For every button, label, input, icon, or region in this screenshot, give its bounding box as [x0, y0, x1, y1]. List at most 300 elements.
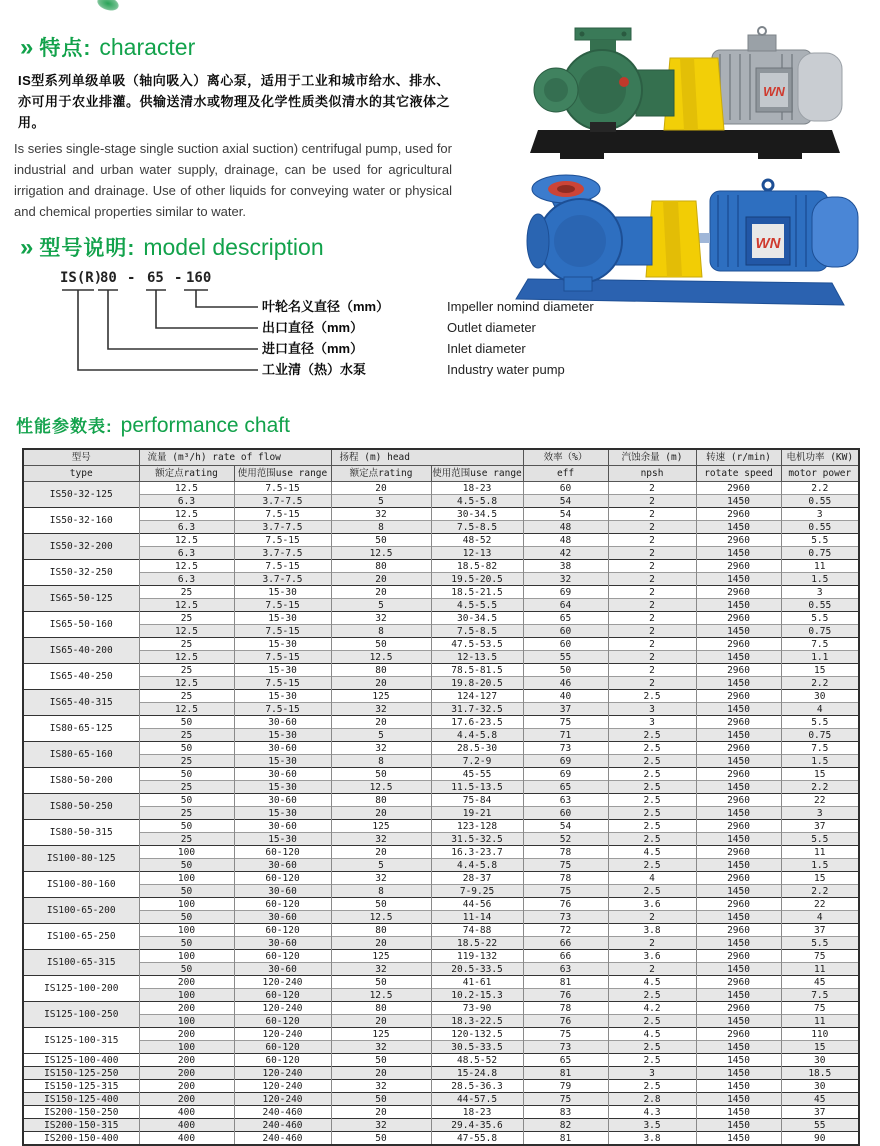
- value-cell: 0.55: [781, 599, 859, 612]
- value-cell: 60-120: [234, 1041, 331, 1054]
- table-row: [23, 560, 859, 573]
- sub-range-flow: 使用范围use range: [234, 466, 331, 482]
- value-cell: 200: [139, 1054, 234, 1067]
- pump-type-cell: IS150-125-315: [23, 1080, 139, 1093]
- value-cell: 6.3: [139, 495, 234, 508]
- value-cell: 60-120: [234, 1015, 331, 1028]
- value-cell: 2960: [696, 898, 781, 911]
- pump1-motor-cap: [798, 53, 842, 121]
- value-cell: 100: [139, 898, 234, 911]
- value-cell: 3.7-7.5: [234, 495, 331, 508]
- value-cell: 50: [139, 937, 234, 950]
- value-cell: 20: [331, 1015, 431, 1028]
- value-cell: 3.7-7.5: [234, 573, 331, 586]
- label-pump-zh: 工业清（热）水泵: [262, 362, 367, 377]
- pump-type-cell: IS80-50-250: [23, 794, 139, 820]
- value-cell: 15-30: [234, 807, 331, 820]
- table-row: [23, 794, 859, 807]
- value-cell: 1450: [696, 495, 781, 508]
- pump-type-cell: IS100-65-250: [23, 924, 139, 950]
- value-cell: 15-30: [234, 586, 331, 599]
- value-cell: 45-55: [431, 768, 523, 781]
- value-cell: 1450: [696, 521, 781, 534]
- table-row: [23, 963, 859, 976]
- value-cell: 1450: [696, 755, 781, 768]
- value-cell: 2.2: [781, 677, 859, 690]
- value-cell: 1450: [696, 781, 781, 794]
- value-cell: 2.5: [608, 807, 696, 820]
- sub-rating-head: 额定点rating: [331, 466, 431, 482]
- table-row: [23, 768, 859, 781]
- value-cell: 25: [139, 690, 234, 703]
- value-cell: 110: [781, 1028, 859, 1041]
- value-cell: 78: [523, 846, 608, 859]
- table-row: [23, 885, 859, 898]
- value-cell: 75: [523, 716, 608, 729]
- col-flow: 流量 (m³/h) rate of flow: [139, 449, 331, 466]
- value-cell: 50: [139, 742, 234, 755]
- value-cell: 12.5: [331, 911, 431, 924]
- value-cell: 20: [331, 1106, 431, 1119]
- value-cell: 2.5: [608, 1080, 696, 1093]
- value-cell: 73-90: [431, 1002, 523, 1015]
- value-cell: 2960: [696, 872, 781, 885]
- col-eff-en: eff: [523, 466, 608, 482]
- value-cell: 50: [331, 898, 431, 911]
- value-cell: 2.5: [608, 768, 696, 781]
- value-cell: 3: [608, 703, 696, 716]
- value-cell: 20: [331, 586, 431, 599]
- header-row-1: [23, 449, 859, 466]
- performance-heading: [16, 412, 290, 438]
- value-cell: 8: [331, 885, 431, 898]
- value-cell: 12.5: [139, 599, 234, 612]
- model-title-en: model description: [143, 234, 324, 260]
- value-cell: 50: [331, 638, 431, 651]
- value-cell: 2: [608, 651, 696, 664]
- value-cell: 32: [331, 703, 431, 716]
- value-cell: 2960: [696, 794, 781, 807]
- value-cell: 73: [523, 911, 608, 924]
- value-cell: 15-30: [234, 729, 331, 742]
- value-cell: 90: [781, 1132, 859, 1146]
- table-row: [23, 937, 859, 950]
- value-cell: 30: [781, 1054, 859, 1067]
- pump-type-cell: IS50-32-125: [23, 482, 139, 508]
- value-cell: 28-37: [431, 872, 523, 885]
- value-cell: 54: [523, 495, 608, 508]
- value-cell: 0.55: [781, 495, 859, 508]
- value-cell: 72: [523, 924, 608, 937]
- value-cell: 1450: [696, 547, 781, 560]
- character-body-en: Is series single-stage single suction axial suction) centrifugal pump, used for industrial and urban water supply, drainage, can be used for agricultural irrigation and drainage. Use of other liquids for conveying water or physical and chemical properties similar to water.: [14, 141, 452, 219]
- value-cell: 1.5: [781, 573, 859, 586]
- value-cell: 48-52: [431, 534, 523, 547]
- value-cell: 48.5-52: [431, 1054, 523, 1067]
- value-cell: 12-13.5: [431, 651, 523, 664]
- value-cell: 15-30: [234, 755, 331, 768]
- value-cell: 2: [608, 612, 696, 625]
- value-cell: 47.5-53.5: [431, 638, 523, 651]
- value-cell: 15: [781, 768, 859, 781]
- value-cell: 2960: [696, 638, 781, 651]
- value-cell: 12-13: [431, 547, 523, 560]
- pump-type-cell: IS150-125-250: [23, 1067, 139, 1080]
- value-cell: 12.5: [139, 482, 234, 495]
- value-cell: 4.5-5.8: [431, 495, 523, 508]
- value-cell: 2: [608, 599, 696, 612]
- pump-type-cell: IS65-40-200: [23, 638, 139, 664]
- value-cell: 73: [523, 742, 608, 755]
- value-cell: 11: [781, 963, 859, 976]
- value-cell: 80: [331, 664, 431, 677]
- value-cell: 32: [331, 963, 431, 976]
- label-impeller-zh: 叶轮名义直径（mm）: [262, 299, 390, 314]
- value-cell: 6.3: [139, 521, 234, 534]
- value-cell: 3.7-7.5: [234, 521, 331, 534]
- value-cell: 20: [331, 573, 431, 586]
- label-inlet-zh: 进口直径（mm）: [262, 341, 364, 356]
- table-row: [23, 1054, 859, 1067]
- value-cell: 80: [331, 924, 431, 937]
- value-cell: 75: [523, 885, 608, 898]
- value-cell: 100: [139, 924, 234, 937]
- value-cell: 2: [608, 495, 696, 508]
- table-row: [23, 1015, 859, 1028]
- table-row: [23, 1093, 859, 1106]
- pump-photo-green: [520, 12, 850, 167]
- value-cell: 12.5: [139, 560, 234, 573]
- value-cell: 3.8: [608, 1132, 696, 1146]
- value-cell: 74-88: [431, 924, 523, 937]
- value-cell: 3: [608, 1067, 696, 1080]
- table-row: [23, 1080, 859, 1093]
- value-cell: 52: [523, 833, 608, 846]
- value-cell: 64: [523, 599, 608, 612]
- value-cell: 1450: [696, 729, 781, 742]
- value-cell: 12.5: [139, 534, 234, 547]
- value-cell: 4: [781, 911, 859, 924]
- value-cell: 0.75: [781, 547, 859, 560]
- page-edge-mark: [96, 0, 121, 13]
- value-cell: 40: [523, 690, 608, 703]
- value-cell: 30-60: [234, 885, 331, 898]
- value-cell: 37: [523, 703, 608, 716]
- value-cell: 32: [331, 508, 431, 521]
- value-cell: 50: [139, 716, 234, 729]
- value-cell: 12.5: [331, 547, 431, 560]
- value-cell: 120-240: [234, 1080, 331, 1093]
- value-cell: 25: [139, 833, 234, 846]
- value-cell: 78: [523, 1002, 608, 1015]
- value-cell: 2.5: [608, 794, 696, 807]
- value-cell: 30-60: [234, 911, 331, 924]
- value-cell: 47-55.8: [431, 1132, 523, 1146]
- value-cell: 69: [523, 768, 608, 781]
- value-cell: 2960: [696, 586, 781, 599]
- pump-type-cell: IS100-80-160: [23, 872, 139, 898]
- value-cell: 32: [331, 1041, 431, 1054]
- value-cell: 81: [523, 1067, 608, 1080]
- value-cell: 12.5: [139, 651, 234, 664]
- value-cell: 2960: [696, 560, 781, 573]
- value-cell: 17.6-23.5: [431, 716, 523, 729]
- value-cell: 240-460: [234, 1106, 331, 1119]
- value-cell: 50: [331, 534, 431, 547]
- value-cell: 44-57.5: [431, 1093, 523, 1106]
- value-cell: 123-128: [431, 820, 523, 833]
- value-cell: 78: [523, 872, 608, 885]
- value-cell: 2.2: [781, 781, 859, 794]
- col-power-en: motor power: [781, 466, 859, 482]
- value-cell: 16.3-23.7: [431, 846, 523, 859]
- value-cell: 1450: [696, 625, 781, 638]
- value-cell: 2960: [696, 690, 781, 703]
- value-cell: 120-240: [234, 1028, 331, 1041]
- table-row: [23, 599, 859, 612]
- value-cell: 3: [781, 807, 859, 820]
- value-cell: 4.3: [608, 1106, 696, 1119]
- value-cell: 50: [139, 963, 234, 976]
- value-cell: 15-24.8: [431, 1067, 523, 1080]
- value-cell: 18.5: [781, 1067, 859, 1080]
- value-cell: 20.5-33.5: [431, 963, 523, 976]
- value-cell: 28.5-30: [431, 742, 523, 755]
- label-outlet-zh: 出口直径（mm）: [262, 320, 364, 335]
- value-cell: 75-84: [431, 794, 523, 807]
- value-cell: 30-60: [234, 963, 331, 976]
- pump1-lifting-eye: [758, 27, 766, 35]
- value-cell: 2960: [696, 846, 781, 859]
- value-cell: 1450: [696, 573, 781, 586]
- model-code-diagram: [0, 260, 680, 392]
- value-cell: 1450: [696, 963, 781, 976]
- value-cell: 60-120: [234, 924, 331, 937]
- value-cell: 124-127: [431, 690, 523, 703]
- value-cell: 37: [781, 924, 859, 937]
- value-cell: 2.5: [608, 729, 696, 742]
- table-row: [23, 898, 859, 911]
- value-cell: 18-23: [431, 482, 523, 495]
- value-cell: 2.2: [781, 885, 859, 898]
- value-cell: 4.5: [608, 976, 696, 989]
- value-cell: 2960: [696, 1002, 781, 1015]
- value-cell: 1450: [696, 859, 781, 872]
- value-cell: 69: [523, 586, 608, 599]
- value-cell: 19.5-20.5: [431, 573, 523, 586]
- value-cell: 32: [331, 872, 431, 885]
- value-cell: 30.5-33.5: [431, 1041, 523, 1054]
- value-cell: 5.5: [781, 534, 859, 547]
- value-cell: 32: [523, 573, 608, 586]
- value-cell: 5.5: [781, 833, 859, 846]
- pump-type-cell: IS100-65-315: [23, 950, 139, 976]
- value-cell: 119-132: [431, 950, 523, 963]
- value-cell: 2: [608, 638, 696, 651]
- col-type-zh: 型号: [23, 449, 139, 466]
- value-cell: 3.7-7.5: [234, 547, 331, 560]
- value-cell: 2: [608, 677, 696, 690]
- pump-type-cell: IS200-150-400: [23, 1132, 139, 1146]
- value-cell: 8: [331, 521, 431, 534]
- table-row: [23, 911, 859, 924]
- value-cell: 1.1: [781, 651, 859, 664]
- pump-type-cell: IS125-100-200: [23, 976, 139, 1002]
- table-row: [23, 1028, 859, 1041]
- label-pump-en: Industry water pump: [447, 362, 565, 377]
- value-cell: 7.2-9: [431, 755, 523, 768]
- value-cell: 15: [781, 1041, 859, 1054]
- value-cell: 50: [331, 976, 431, 989]
- pump2-lifting-eye: [763, 180, 773, 190]
- value-cell: 2: [608, 482, 696, 495]
- value-cell: 50: [139, 885, 234, 898]
- value-cell: 46: [523, 677, 608, 690]
- value-cell: 80: [331, 1002, 431, 1015]
- table-row: [23, 482, 859, 495]
- value-cell: 12.5: [139, 677, 234, 690]
- value-cell: 8: [331, 755, 431, 768]
- pump-type-cell: IS65-50-160: [23, 612, 139, 638]
- value-cell: 11.5-13.5: [431, 781, 523, 794]
- value-cell: 2: [608, 534, 696, 547]
- pump-type-cell: IS50-32-250: [23, 560, 139, 586]
- value-cell: 200: [139, 1067, 234, 1080]
- value-cell: 76: [523, 1015, 608, 1028]
- value-cell: 1450: [696, 1054, 781, 1067]
- value-cell: 42: [523, 547, 608, 560]
- sub-range-head: 使用范围use range: [431, 466, 523, 482]
- value-cell: 32: [331, 742, 431, 755]
- value-cell: 0.75: [781, 729, 859, 742]
- double-chevron-icon: »: [20, 34, 34, 61]
- value-cell: 6.3: [139, 547, 234, 560]
- value-cell: 31.5-32.5: [431, 833, 523, 846]
- pump-type-cell: IS65-40-315: [23, 690, 139, 716]
- value-cell: 2960: [696, 612, 781, 625]
- value-cell: 7.5-15: [234, 677, 331, 690]
- value-cell: 18.3-22.5: [431, 1015, 523, 1028]
- value-cell: 12.5: [331, 989, 431, 1002]
- value-cell: 3.8: [608, 924, 696, 937]
- value-cell: 32: [331, 1119, 431, 1132]
- value-cell: 7.5: [781, 742, 859, 755]
- value-cell: 7.5-15: [234, 508, 331, 521]
- value-cell: 2.5: [608, 742, 696, 755]
- table-row: [23, 755, 859, 768]
- value-cell: 15: [781, 872, 859, 885]
- value-cell: 44-56: [431, 898, 523, 911]
- value-cell: 1450: [696, 651, 781, 664]
- value-cell: 30-60: [234, 742, 331, 755]
- value-cell: 73: [523, 1041, 608, 1054]
- value-cell: 18.5-21.5: [431, 586, 523, 599]
- value-cell: 25: [139, 612, 234, 625]
- pump-type-cell: IS50-32-200: [23, 534, 139, 560]
- pump-type-cell: IS80-50-200: [23, 768, 139, 794]
- col-type-en: type: [23, 466, 139, 482]
- value-cell: 12.5: [331, 651, 431, 664]
- value-cell: 4.4-5.8: [431, 729, 523, 742]
- value-cell: 2.5: [608, 1054, 696, 1067]
- value-cell: 80: [331, 794, 431, 807]
- value-cell: 8: [331, 625, 431, 638]
- value-cell: 3.6: [608, 898, 696, 911]
- table-row: [23, 742, 859, 755]
- value-cell: 1450: [696, 1080, 781, 1093]
- value-cell: 25: [139, 807, 234, 820]
- value-cell: 50: [523, 664, 608, 677]
- value-cell: 2: [608, 508, 696, 521]
- value-cell: 6.3: [139, 573, 234, 586]
- table-row: [23, 547, 859, 560]
- value-cell: 2.5: [608, 820, 696, 833]
- value-cell: 2: [608, 625, 696, 638]
- value-cell: 2: [608, 547, 696, 560]
- value-cell: 4.2: [608, 1002, 696, 1015]
- value-cell: 400: [139, 1119, 234, 1132]
- value-cell: 2.5: [608, 1041, 696, 1054]
- value-cell: 2.5: [608, 755, 696, 768]
- value-cell: 66: [523, 950, 608, 963]
- value-cell: 28.5-36.3: [431, 1080, 523, 1093]
- value-cell: 7.5-15: [234, 625, 331, 638]
- value-cell: 7.5-15: [234, 534, 331, 547]
- double-chevron-icon: »: [20, 234, 34, 261]
- value-cell: 1450: [696, 911, 781, 924]
- table-row: [23, 846, 859, 859]
- value-cell: 5.5: [781, 612, 859, 625]
- value-cell: 1450: [696, 1106, 781, 1119]
- col-power-zh: 电机功率 (KW): [781, 449, 859, 466]
- value-cell: 7.5-15: [234, 651, 331, 664]
- value-cell: 30-60: [234, 768, 331, 781]
- value-cell: 45: [781, 1093, 859, 1106]
- value-cell: 19.8-20.5: [431, 677, 523, 690]
- value-cell: 1450: [696, 1041, 781, 1054]
- value-cell: 125: [331, 950, 431, 963]
- value-cell: 2960: [696, 664, 781, 677]
- pump-type-cell: IS100-65-200: [23, 898, 139, 924]
- value-cell: 100: [139, 1041, 234, 1054]
- col-npsh-en: npsh: [608, 466, 696, 482]
- value-cell: 1450: [696, 807, 781, 820]
- value-cell: 240-460: [234, 1132, 331, 1146]
- value-cell: 7-9.25: [431, 885, 523, 898]
- table-row: [23, 586, 859, 599]
- value-cell: 2: [608, 573, 696, 586]
- value-cell: 2: [608, 664, 696, 677]
- model-code-dash: -: [127, 270, 136, 286]
- table-row: [23, 1132, 859, 1146]
- value-cell: 2.5: [608, 690, 696, 703]
- table-row: [23, 1119, 859, 1132]
- value-cell: 50: [331, 1093, 431, 1106]
- value-cell: 25: [139, 755, 234, 768]
- col-head: 扬程 (m) head: [331, 449, 523, 466]
- value-cell: 38: [523, 560, 608, 573]
- value-cell: 2: [608, 586, 696, 599]
- value-cell: 7.5-15: [234, 703, 331, 716]
- value-cell: 1.5: [781, 859, 859, 872]
- value-cell: 20: [331, 716, 431, 729]
- value-cell: 75: [781, 1002, 859, 1015]
- pump-type-cell: IS125-100-400: [23, 1054, 139, 1067]
- model-code-outlet: 65: [147, 270, 164, 286]
- value-cell: 400: [139, 1132, 234, 1146]
- table-row: [23, 950, 859, 963]
- value-cell: 48: [523, 521, 608, 534]
